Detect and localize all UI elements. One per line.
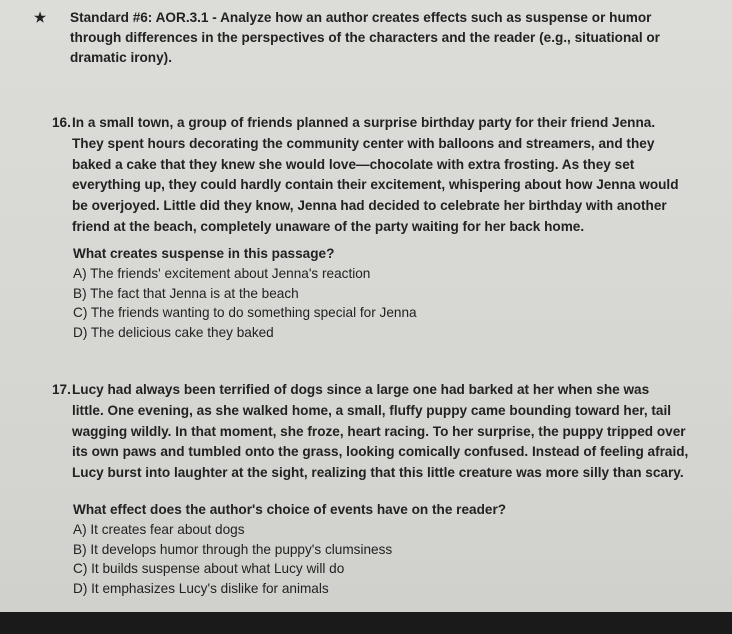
answer-option-c[interactable]: C) The friends wanting to do something special for Jenna [73, 305, 417, 321]
passage-line: friend at the beach, completely unaware of the party waiting for her back home. [72, 218, 585, 234]
answer-option-d[interactable]: D) It emphasizes Lucy's dislike for animals [73, 580, 329, 596]
standard-line: Standard #6: AOR.3.1 - Analyze how an author creates effects such as suspense or humor [70, 10, 652, 25]
answer-option-c[interactable]: C) It builds suspense about what Lucy will do [73, 561, 345, 577]
standard-line: dramatic irony). [70, 50, 172, 65]
question-16-passage [52, 113, 712, 238]
question-number: 17. [52, 382, 71, 397]
passage-line: Lucy had always been terrified of dogs since a large one had barked at her when she was [72, 382, 650, 397]
answer-option-d[interactable]: D) The delicious cake they baked [73, 324, 274, 340]
question-number: 16. [52, 115, 71, 130]
passage-line: everything up, they could hardly contain their excitement, whispering about how Jenna would [72, 177, 679, 193]
passage-line: They spent hours decorating the community center with balloons and streamers, and they [72, 135, 655, 151]
question-16-options [73, 264, 417, 342]
passage-line: Lucy burst into laughter at the sight, realizing that this little creature was more silly than scary. [72, 465, 684, 481]
answer-option-a[interactable]: A) It creates fear about dogs [73, 522, 245, 537]
question-16-prompt: What creates suspense in this passage? [73, 246, 335, 261]
standard-line: through differences in the perspectives of the characters and the reader (e.g., situational or [70, 30, 660, 45]
passage-line: In a small town, a group of friends planned a surprise birthday party for their friend Jenna. [72, 115, 656, 130]
question-17-prompt: What effect does the author's choice of events have on the reader? [73, 502, 507, 517]
passage-line: be overjoyed. Little did they know, Jenna had decided to celebrate her birthday with another [72, 198, 667, 214]
standard-text [34, 8, 714, 68]
answer-option-a[interactable]: A) The friends' excitement about Jenna's reaction [73, 266, 371, 281]
standard-statement [34, 8, 714, 68]
answer-option-b[interactable]: B) It develops humor through the puppy's clumsiness [73, 541, 393, 557]
question-17-options [73, 520, 392, 598]
passage-line: its own paws and tumbled onto the grass, looking comically confused. Instead of feeling afraid, [72, 444, 689, 460]
question-17-passage [52, 380, 712, 484]
passage-line: wagging wildly. In that moment, she froze, heart racing. To her surprise, the puppy tripped over [72, 423, 686, 439]
passage-line: little. One evening, as she walked home, a small, fluffy puppy came bounding toward her, tail [72, 402, 672, 418]
passage-line: baked a cake that they knew she would love—chocolate with extra frosting. As they set [72, 156, 635, 172]
star-icon: ★ [34, 10, 47, 25]
bottom-shadow-bar [0, 612, 732, 634]
answer-option-b[interactable]: B) The fact that Jenna is at the beach [73, 285, 299, 301]
